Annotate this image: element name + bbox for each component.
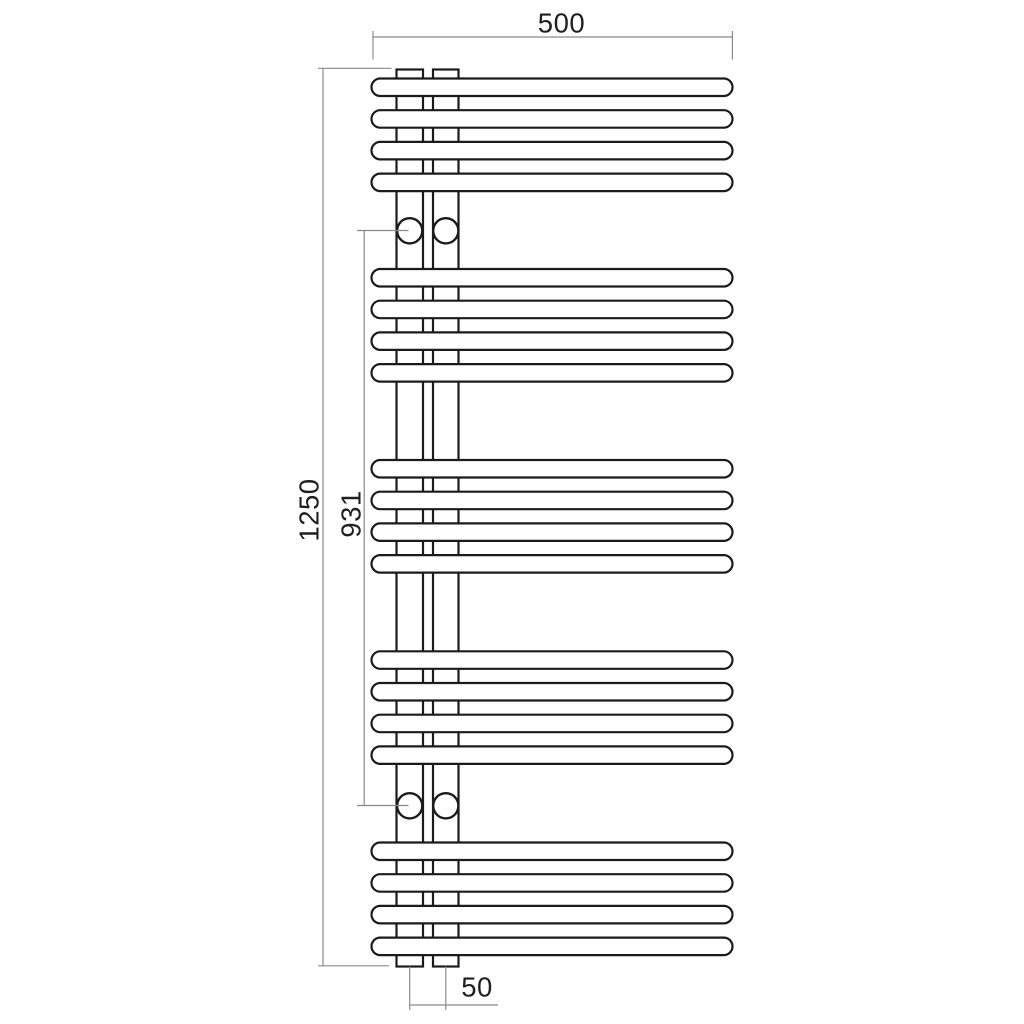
towel-bar-g3-4: [372, 555, 733, 573]
towel-bar-g3-3: [372, 523, 733, 541]
towel-bar-g3-1: [372, 460, 733, 478]
towel-bar-g4-3: [372, 715, 733, 733]
towel-bar-g5-4: [372, 938, 733, 956]
towel-bar-g1-4: [372, 174, 733, 192]
dimension-label-pipe-gap: 50: [461, 971, 493, 1003]
towel-bar-g5-3: [372, 906, 733, 924]
towel-bar-g2-1: [372, 269, 733, 287]
connector-circle-bottom-right: [433, 793, 458, 818]
towel-bar-g2-4: [372, 364, 733, 382]
towel-bar-g2-3: [372, 332, 733, 350]
dimension-label-width: 500: [537, 6, 586, 38]
towel-bar-g1-1: [372, 79, 733, 97]
dimension-label-connection-span: 931: [335, 489, 367, 538]
towel-bar-g2-2: [372, 301, 733, 319]
dimension-label-height: 1250: [293, 477, 325, 542]
towel-bar-g3-2: [372, 492, 733, 510]
connector-circle-top-right: [433, 218, 458, 243]
towel-bar-g1-2: [372, 110, 733, 128]
towel-bar-g1-3: [372, 142, 733, 160]
rail-right: [433, 70, 459, 967]
towel-bar-g5-1: [372, 843, 733, 861]
towel-bar-g4-4: [372, 746, 733, 764]
towel-bar-g5-2: [372, 874, 733, 892]
rail-left: [397, 70, 424, 967]
towel-bar-g4-1: [372, 651, 733, 669]
towel-bar-g4-2: [372, 683, 733, 701]
